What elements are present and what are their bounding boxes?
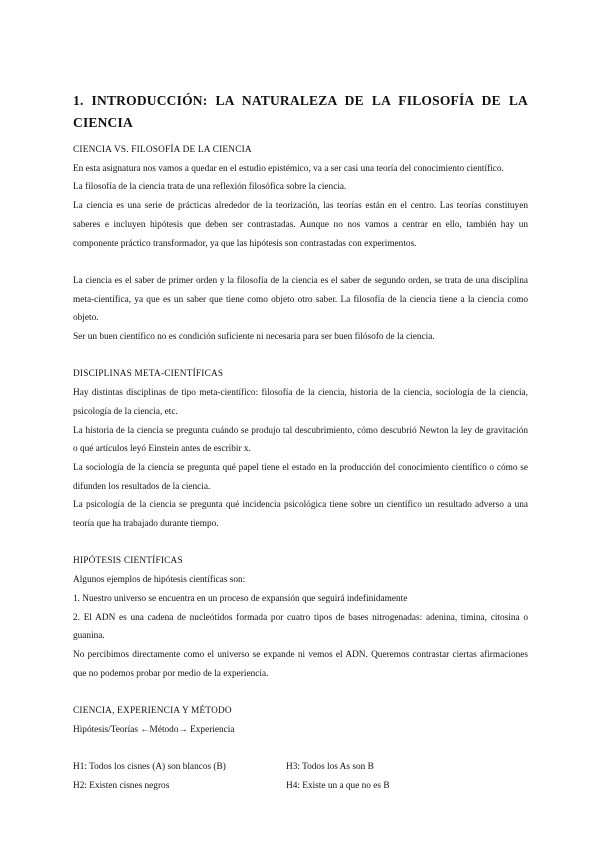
paragraph: La ciencia es el saber de primer orden y la filosofía de la ciencia es el saber de segundo orden, se trata de una disciplina meta-científica, ya que es un saber que tiene como objeto otro saber. La filosofía de la ciencia tiene a la ciencia como objeto. — [73, 275, 528, 324]
method-diagram-line: Hipótesis/Teorías ←Método→ Experiencia — [73, 724, 235, 735]
section-spacer — [73, 683, 528, 702]
hypothesis-h3: H3: Todos los As son B — [286, 762, 374, 773]
list-item: 2. El ADN es una cadena de nucleótidos formada por cuatro tipos de bases nitrogenadas: adenina, timina, citosina o guanina. — [73, 612, 528, 642]
paragraph: No percibimos directamente como el universo se expande ni vemos el ADN. Queremos contrastar ciertas afirmaciones que no podemos probar por medio de la experiencia. — [73, 649, 528, 679]
paragraph: La historia de la ciencia se pregunta cuándo se produjo tal descubrimiento, cómo descubrió Newton la ley de gravitación o qué artículos leyó Einstein antes de escribir x. — [73, 425, 528, 455]
paragraph: La ciencia es una serie de prácticas alrededor de la teorización, las teorías están en el centro. Las teorías constituyen saberes e incluyen hipótesis que deben ser contrastadas. Aunque no nos vamos a centrar en ello, también hay un componente práctico transformador, ya que las hipótesis son contrastadas con experimentos. — [73, 201, 528, 249]
paragraph: La psicología de la ciencia se pregunta qué incidencia psicológica tiene sobre un científico un resultado adverso a una teoría que ha trabajado durante tiempo. — [73, 500, 528, 530]
section-spacer — [73, 347, 528, 366]
section-spacer — [73, 534, 528, 553]
paragraph-spacer — [73, 739, 528, 758]
document-body — [73, 141, 528, 796]
list-item: 1. Nuestro universo se encuentra en un proceso de expansión que seguirá indefinidamente — [73, 593, 408, 604]
paragraph: Hay distintas disciplinas de tipo meta-científico: filosofía de la ciencia, historia de la ciencia, sociología de la ciencia, psicología de la ciencia, etc. — [73, 388, 528, 417]
paragraph-spacer — [73, 253, 528, 272]
paragraph: En esta asignatura nos vamos a quedar en el estudio epistémico, va a ser casi una teoría del conocimiento científico. — [73, 163, 504, 174]
paragraph: Algunos ejemplos de hipótesis científicas son: — [73, 575, 246, 586]
paragraph: Ser un buen científico no es condición suficiente ni necesaria para ser buen filósofo de la ciencia. — [73, 332, 435, 343]
section-heading-ciencia-vs-filosofia: CIENCIA VS. FILOSOFÍA DE LA CIENCIA — [73, 145, 252, 155]
hypothesis-h2: H2: Existen cisnes negros — [73, 781, 170, 792]
page-title: 1. INTRODUCCIÓN: LA NATURALEZA DE LA FILOSOFÍA DE LA CIENCIA — [73, 93, 528, 130]
hypothesis-h1: H1: Todos los cisnes (A) son blancos (B) — [73, 762, 226, 773]
section-heading-disciplinas: DISCIPLINAS META-CIENTÍFICAS — [73, 369, 224, 380]
paragraph: La sociología de la ciencia se pregunta qué papel tiene el estado en la producción del conocimiento científico o cómo se difunden los resultados de la ciencia. — [73, 462, 528, 492]
paragraph: La filosofía de la ciencia trata de una reflexión filosófica sobre la ciencia. — [73, 182, 347, 193]
section-heading-hipotesis: HIPÓTESIS CIENTÍFICAS — [73, 556, 183, 567]
hypothesis-h4: H4: Existe un a que no es B — [286, 781, 390, 792]
section-heading-ciencia-experiencia: CIENCIA, EXPERIENCIA Y MÉTODO — [73, 706, 232, 717]
hypotheses-grid — [73, 758, 528, 796]
